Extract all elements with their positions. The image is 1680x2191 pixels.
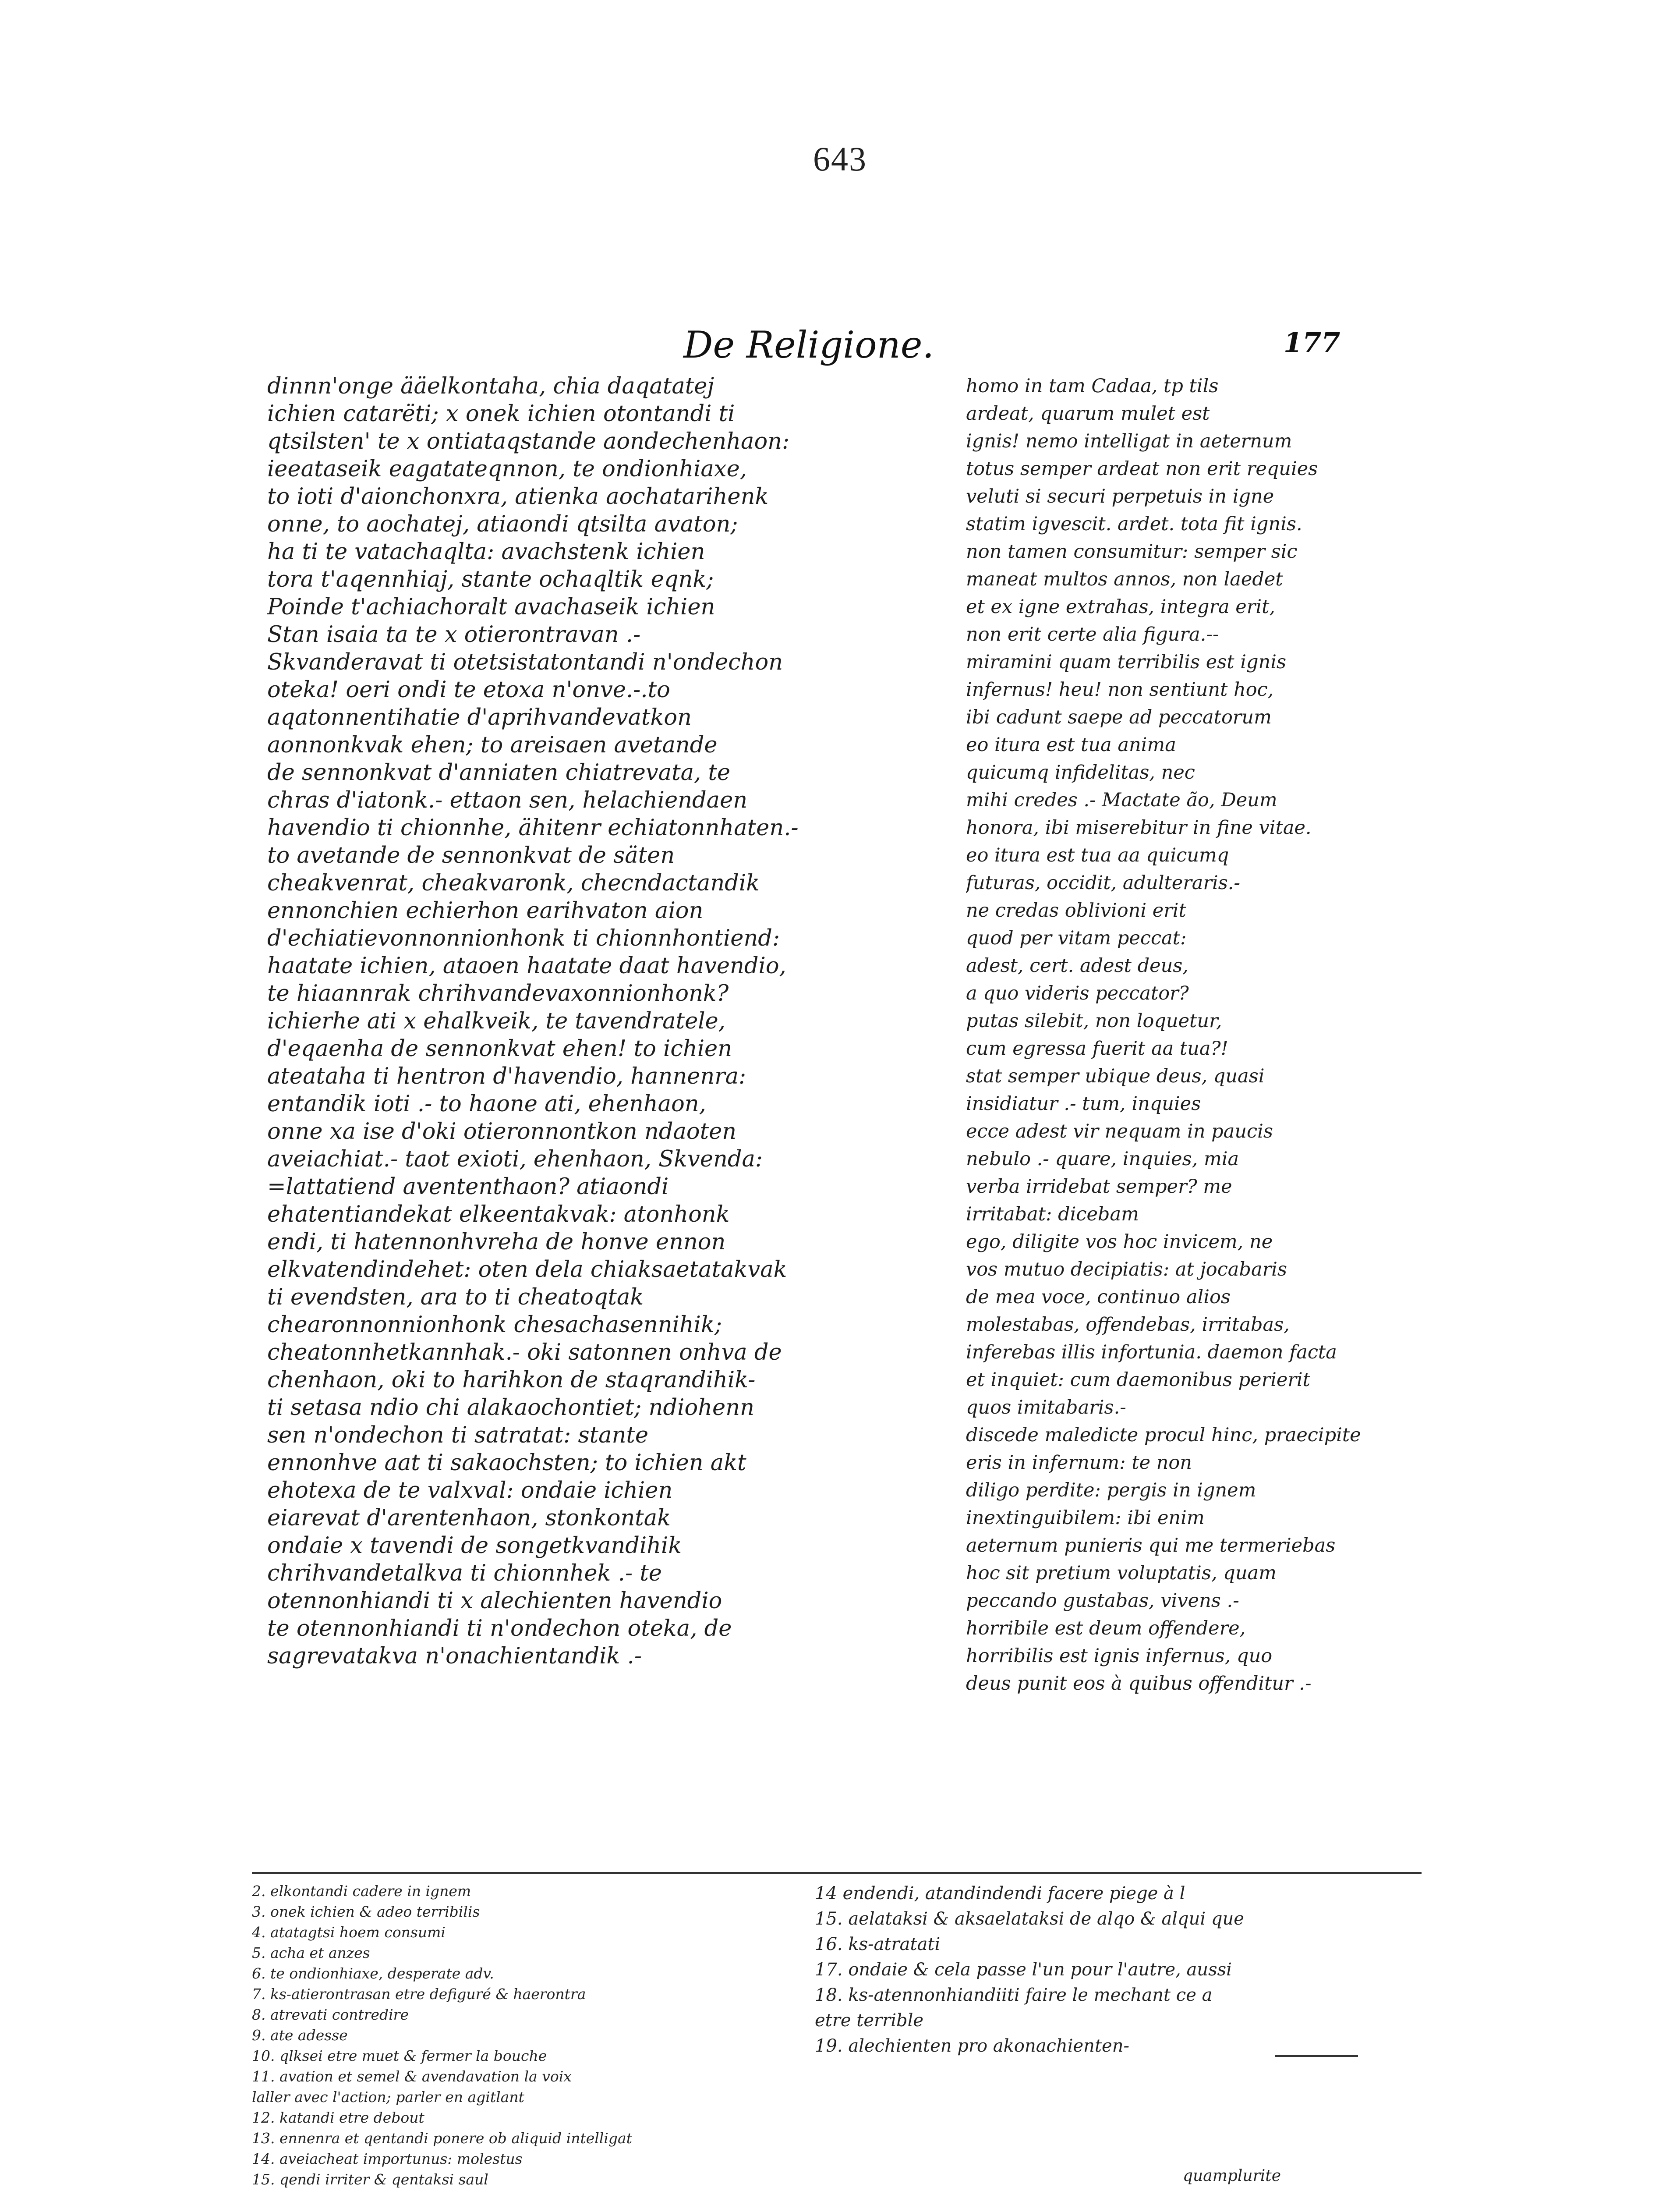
footnote-line-left: 10. qlksei etre muet & fermer la bouche [252,2047,547,2064]
footnote-line-left: 2. elkontandi cadere in ignem [252,1883,471,1900]
manuscript-line-left: ichien catarëti; x onek ichien otontandi ti [267,401,735,427]
manuscript-line-right: vos mutuo decipiatis: at jocabaris [966,1259,1287,1280]
manuscript-line-left: ateataha ti hentron d'havendio, hannenra: [267,1064,746,1089]
manuscript-line-left: chearonnonnionhonk chesachasennihik; [267,1312,722,1338]
manuscript-line-right: totus semper ardeat non erit requies [966,458,1318,480]
manuscript-line-right: et inquiet: cum daemonibus perierit [966,1369,1310,1391]
footnote-line-right: 15. aelataksi & aksaelataksi de alqo & alqui que [815,1909,1244,1929]
manuscript-line-right: ne credas oblivioni erit [966,900,1186,922]
manuscript-line-right: stat semper ubique deus, quasi [966,1065,1265,1087]
manuscript-line-right: discede maledicte procul hinc, praecipite [966,1424,1361,1446]
manuscript-line-right: aeternum punieris qui me termeriebas [966,1535,1336,1556]
footnotes-right [815,1881,1437,2059]
manuscript-line-right: mihi credes .- Mactate ão, Deum [966,789,1277,811]
manuscript-line-right: putas silebit, non loquetur, [966,1010,1222,1032]
manuscript-line-right: horribile est deum offendere, [966,1617,1246,1639]
manuscript-line-right: ignis! nemo intelligat in aeternum [966,430,1292,452]
manuscript-line-right: ecce adest vir nequam in paucis [966,1120,1273,1142]
footnote-line-right: 14 endendi, atandindendi facere piege à l [815,1883,1185,1904]
manuscript-line-right: eo itura est tua aa quicumq [966,844,1229,866]
manuscript-line-left: oteka! oeri ondi te etoxa n'onve.-.to [267,677,670,703]
manuscript-line-left: Poinde t'achiachoralt avachaseik ichien [267,594,715,620]
manuscript-line-left: ondaie x tavendi de songetkvandihik [267,1533,682,1559]
manuscript-line-right: quos imitabaris.- [966,1397,1126,1418]
footnote-line-left: 7. ks-atierontrasan etre defiguré & haerontra [252,1985,586,2003]
page-heading: De Religione. [683,323,934,366]
manuscript-line-left: cheakvenrat, cheakvaronk, checndactandik [267,870,760,896]
manuscript-line-left: d'echiatievonnonnionhonk ti chionnhontiend: [267,925,780,951]
footnote-line-right: 18. ks-atennonhiandiiti faire le mechant ce a [815,1985,1213,2005]
manuscript-line-left: ieeataseik eagatateqnnon, te ondionhiaxe, [267,456,747,482]
footnote-line-left: 12. katandi etre debout [252,2109,424,2126]
manuscript-line-right: de mea voce, continuo alios [966,1286,1231,1308]
manuscript-line-left: sagrevatakva n'onachientandik .- [267,1643,642,1669]
manuscript-line-right: eris in infernum: te non [966,1452,1192,1474]
manuscript-line-left: ti setasa ndio chi alakaochontiet; ndiohenn [267,1395,754,1421]
manuscript-line-right: irritabat: dicebam [966,1203,1139,1225]
manuscript-line-left: te otennonhiandi ti n'ondechon oteka, de [267,1616,732,1641]
manuscript-line-right: deus punit eos à quibus offenditur .- [966,1673,1312,1695]
corner-page-mark: 177 [1284,326,1340,358]
footnote-line-right: 17. ondaie & cela passe l'un pour l'autre, aussi [815,1960,1232,1980]
footnote-line-left: laller avec l'action; parler en agitlant [252,2088,524,2106]
manuscript-line-right: ardeat, quarum mulet est [966,403,1210,425]
manuscript-line-left: havendio ti chionnhe, ähitenr echiatonnhaten.- [267,815,799,841]
manuscript-line-right: et ex igne extrahas, integra erit, [966,596,1276,618]
manuscript-line-right: statim igvescit. ardet. tota fit ignis. [966,513,1302,535]
manuscript-line-right: ego, diligite vos hoc invicem, ne [966,1231,1273,1253]
manuscript-line-left: ehotexa de te valxval: ondaie ichien [267,1478,673,1503]
manuscript-line-right: inextinguibilem: ibi enim [966,1507,1205,1529]
manuscript-line-right: honora, ibi miserebitur in fine vitae. [966,817,1312,839]
footnote-line-left: 4. atatagtsi hoem consumi [252,1924,446,1941]
manuscript-line-right: peccando gustabas, vivens .- [966,1590,1239,1612]
note-dash [1275,2055,1358,2057]
manuscript-line-left: qtsilsten' te x ontiataqstande aondechenhaon: [267,429,790,454]
manuscript-line-left: cheatonnhetkannhak.- oki satonnen onhva de [267,1340,782,1365]
manuscript-line-right: diligo perdite: pergis in ignem [966,1479,1256,1501]
footnote-line-left: 11. avation et semel & avendavation la voix [252,2068,572,2085]
manuscript-line-left: onne, to aochatej, atiaondi qtsilta avaton; [267,511,738,537]
footnote-line-left: 5. acha et anzes [252,1944,370,1961]
right-column [966,372,1422,1698]
footnotes-left [252,1881,817,2190]
manuscript-line-right: quod per vitam peccat: [966,927,1187,949]
manuscript-line-left: Skvanderavat ti otetsistatontandi n'ondechon [267,649,783,675]
footnote-line-right: 16. ks-atratati [815,1934,941,1954]
footnote-line-left: 14. aveiacheat importunus: molestus [252,2150,523,2167]
manuscript-line-left: aonnonkvak ehen; to areisaen avetande [267,732,718,758]
manuscript-line-right: maneat multos annos, non laedet [966,568,1283,590]
manuscript-line-right: cum egressa fuerit aa tua?! [966,1038,1228,1060]
manuscript-line-left: Stan isaia ta te x otierontravan .- [267,622,641,648]
manuscript-line-left: ti evendsten, ara to ti cheatoqtak [267,1284,644,1310]
manuscript-line-right: adest, cert. adest deus, [966,955,1189,977]
manuscript-line-left: aveiachiat.- taot exioti, ehenhaon, Skvenda: [267,1146,763,1172]
manuscript-line-right: insidiatur .- tum, inquies [966,1093,1201,1115]
footnote-line-left: 13. ennenra et qentandi ponere ob aliquid intelligat [252,2130,632,2147]
manuscript-line-left: haatate ichien, ataoen haatate daat havendio, [267,953,786,979]
manuscript-line-left: de sennonkvat d'anniaten chiatrevata, te [267,760,731,786]
manuscript-line-left: ehatentiandekat elkeentakvak: atonhonk [267,1202,730,1227]
manuscript-line-right: futuras, occidit, adulteraris.- [966,872,1240,894]
footnote-divider [252,1872,1422,1874]
manuscript-line-right: veluti si securi perpetuis in igne [966,486,1274,507]
manuscript-line-left: endi, ti hatennonhvreha de honve ennon [267,1229,726,1255]
manuscript-line-left: ennonchien echierhon earihvaton aion [267,898,704,924]
manuscript-line-left: =lattatiend avententhaon? atiaondi [267,1174,669,1200]
manuscript-line-right: hoc sit pretium voluptatis, quam [966,1562,1277,1584]
manuscript-line-left: chenhaon, oki to harihkon de staqrandihik- [267,1367,756,1393]
page-number: 643 [813,140,867,178]
footnote-line-left: 9. ate adesse [252,2027,348,2044]
manuscript-line-left: entandik ioti .- to haone ati, ehenhaon, [267,1091,706,1117]
footnote-line-left: 3. onek ichien & adeo terribilis [252,1903,480,1920]
manuscript-line-left: sen n'ondechon ti satratat: stante [267,1422,649,1448]
manuscript-line-right: quicumq infidelitas, nec [966,762,1195,784]
manuscript-line-right: horribilis est ignis infernus, quo [966,1645,1273,1667]
footnote-line-left: 15. qendi irriter & qentaksi saul [252,2171,488,2188]
manuscript-line-right: ibi cadunt saepe ad peccatorum [966,706,1272,728]
manuscript-line-left: d'eqaenha de sennonkvat ehen! to ichien [267,1036,732,1062]
manuscript-line-right: non erit certe alia figura.-- [966,624,1219,645]
manuscript-line-right: eo itura est tua anima [966,734,1176,756]
manuscript-line-right: verba irridebat semper? me [966,1176,1232,1198]
manuscript-line-left: otennonhiandi ti x alechienten havendio [267,1588,722,1614]
footnote-line-right: etre terrible [815,2010,924,2031]
manuscript-line-left: eiarevat d'arentenhaon, stonkontak [267,1505,671,1531]
manuscript-line-left: elkvatendindehet: oten dela chiaksaetatakvak [267,1257,787,1283]
manuscript-line-left: ennonhve aat ti sakaochsten; to ichien akt [267,1450,746,1476]
manuscript-line-left: chrihvandetalkva ti chionnhek .- te [267,1560,662,1586]
footnote-line-right: 19. alechienten pro akonachienten- [815,2036,1129,2056]
manuscript-line-right: a quo videris peccator? [966,982,1189,1004]
manuscript-line-left: onne xa ise d'oki otieronnontkon ndaoten [267,1119,737,1145]
manuscript-line-left: aqatonnentihatie d'aprihvandevatkon [267,705,692,730]
footnote-line-left: 8. atrevati contredire [252,2006,409,2023]
footnote-line-left: 6. te ondionhiaxe, desperate adv. [252,1965,494,1982]
manuscript-line-right: inferebas illis infortunia. daemon facta [966,1341,1337,1363]
manuscript-line-left: ichierhe ati x ehalkveik, te tavendratele, [267,1008,725,1034]
manuscript-line-left: ha ti te vatachaqlta: avachstenk ichien [267,539,705,565]
manuscript-line-left: to avetande de sennonkvat de säten [267,843,675,869]
manuscript-line-right: infernus! heu! non sentiunt hoc, [966,679,1274,701]
manuscript-line-right: non tamen consumitur: semper sic [966,541,1298,563]
manuscript-line-right: miramini quam terribilis est ignis [966,651,1287,673]
manuscript-line-left: dinnn'onge ääelkontaha, chia daqatatej [267,373,714,399]
left-column [267,372,951,1670]
manuscript-line-right: molestabas, offendebas, irritabas, [966,1314,1290,1336]
manuscript-line-left: chras d'iatonk.- ettaon sen, helachiendaen [267,787,748,813]
manuscript-line-left: te hiaannrak chrihvandevaxonnionhonk? [267,981,729,1007]
manuscript-line-left: tora t'aqennhiaj, stante ochaqltik eqnk; [267,567,714,592]
manuscript-line-right: nebulo .- quare, inquies, mia [966,1148,1239,1170]
manuscript-line-left: to ioti d'aionchonxra, atienka aochatarihenk [267,484,769,510]
manuscript-line-right: homo in tam Cadaa, tp tils [966,375,1219,397]
handwritten-note: quamplurite [1183,2167,1281,2185]
